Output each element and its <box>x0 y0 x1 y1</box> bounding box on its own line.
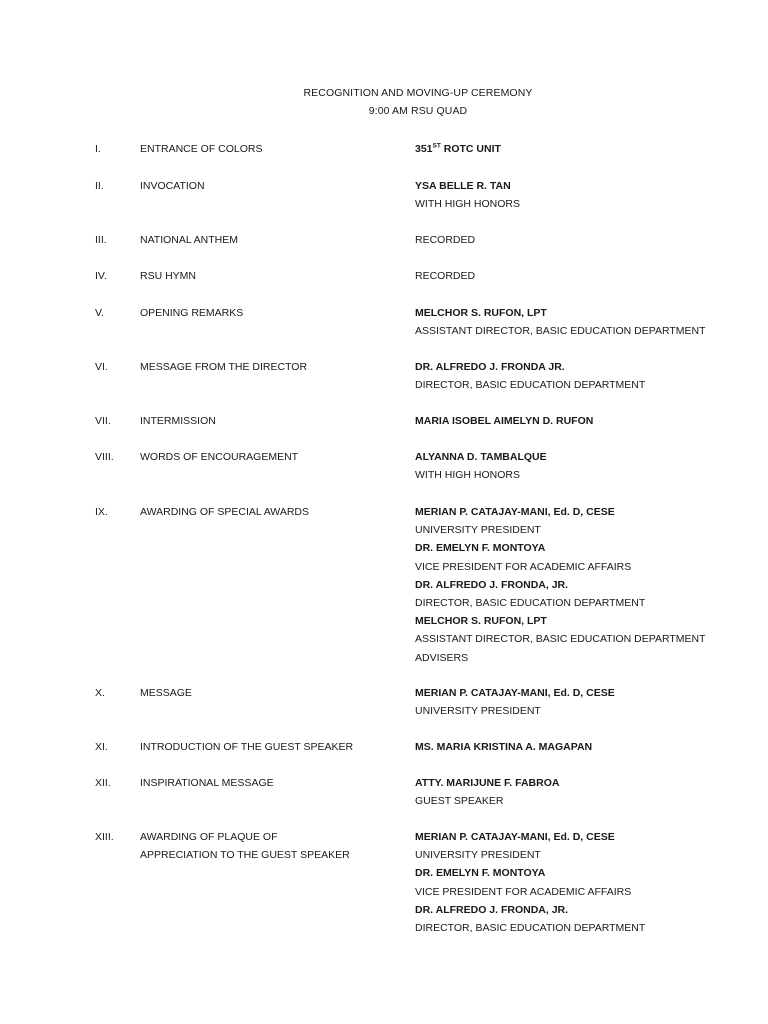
program-item-title-line: NATIONAL ANTHEM <box>140 234 239 246</box>
program-item-title <box>140 774 390 792</box>
person-role: DIRECTOR, BASIC EDUCATION DEPARTMENT <box>415 922 646 935</box>
program-item-number: VIII. <box>95 451 114 463</box>
program-item-title-line: INTRODUCTION OF THE GUEST SPEAKER <box>140 741 354 753</box>
document-title: RECOGNITION AND MOVING-UP CEREMONY <box>303 87 533 99</box>
person-name: MERIAN P. CATAJAY-MANI, Ed. D, CESE <box>415 831 615 843</box>
program-item-title-line: APPRECIATION TO THE GUEST SPEAKER <box>140 849 350 862</box>
person-name: YSA BELLE R. TAN <box>415 180 511 192</box>
program-item-title-line: INTERMISSION <box>140 415 216 427</box>
person-name: DR. EMELYN F. MONTOYA <box>415 542 546 555</box>
person-name: DR. ALFREDO J. FRONDA, JR. <box>415 578 569 591</box>
program-item-number: VI. <box>95 361 108 373</box>
person-role: WITH HIGH HONORS <box>415 469 520 482</box>
program-item-title-line: AWARDING OF SPECIAL AWARDS <box>140 506 309 518</box>
document-header <box>0 84 768 120</box>
person-name <box>415 140 755 158</box>
program-item-title <box>140 177 390 195</box>
person-name: DR. EMELYN F. MONTOYA <box>415 867 546 880</box>
program-item-number: IX. <box>95 506 108 518</box>
program-item-number: III. <box>95 234 107 246</box>
program-item-title-line: INSPIRATIONAL MESSAGE <box>140 777 274 789</box>
program-item-people <box>415 304 755 340</box>
program-item-number: I. <box>95 143 101 155</box>
program-item-people <box>415 358 755 394</box>
program-item-people <box>415 267 755 285</box>
unit-name: ROTC UNIT <box>440 143 501 155</box>
person-name: MARIA ISOBEL AIMELYN D. RUFON <box>415 415 594 427</box>
program-item-number: XII. <box>95 777 111 789</box>
ordinal-suffix: ST <box>432 142 441 150</box>
program-item-people <box>415 140 755 158</box>
program-item-title <box>140 684 390 702</box>
person-role: GUEST SPEAKER <box>415 795 504 808</box>
person-role: UNIVERSITY PRESIDENT <box>415 705 541 718</box>
document-subtitle: 9:00 AM RSU QUAD <box>368 105 468 117</box>
program-item-people <box>415 412 755 430</box>
person-role: UNIVERSITY PRESIDENT <box>415 849 541 862</box>
unit-number: 351 <box>415 143 433 155</box>
program-item-people <box>415 738 755 756</box>
program-item-title-line: ENTRANCE OF COLORS <box>140 143 263 155</box>
person-role: ASSISTANT DIRECTOR, BASIC EDUCATION DEPARTMENT <box>415 633 706 646</box>
program-item-people <box>415 448 755 484</box>
program-item-number: X. <box>95 687 105 699</box>
program-item-title <box>140 448 390 466</box>
person-name: MS. MARIA KRISTINA A. MAGAPAN <box>415 741 593 753</box>
person-role: UNIVERSITY PRESIDENT <box>415 524 541 537</box>
program-item-title-line: AWARDING OF PLAQUE OF <box>140 831 278 843</box>
person-role: DIRECTOR, BASIC EDUCATION DEPARTMENT <box>415 597 646 610</box>
program-item-title-line: RSU HYMN <box>140 270 197 282</box>
program-item-people <box>415 503 755 667</box>
program-item-title-line: OPENING REMARKS <box>140 307 244 319</box>
program-item-people <box>415 774 755 810</box>
program-item-people <box>415 684 755 720</box>
program-item-title <box>140 140 390 158</box>
program-item-number: VII. <box>95 415 111 427</box>
person-name: DR. ALFREDO J. FRONDA JR. <box>415 361 565 373</box>
program-item-number: V. <box>95 307 104 319</box>
program-item-title <box>140 412 390 430</box>
program-item-number: IV. <box>95 270 107 282</box>
program-item-people <box>415 177 755 213</box>
program-item-people <box>415 231 755 249</box>
person-name: MERIAN P. CATAJAY-MANI, Ed. D, CESE <box>415 506 615 518</box>
person-name: ALYANNA D. TAMBALQUE <box>415 451 547 463</box>
person-role: VICE PRESIDENT FOR ACADEMIC AFFAIRS <box>415 560 632 573</box>
program-item-people <box>415 828 755 937</box>
program-item-title-line: MESSAGE <box>140 687 192 699</box>
person-role: ADVISERS <box>415 651 469 664</box>
person-role: WITH HIGH HONORS <box>415 198 520 211</box>
program-item-title-line: INVOCATION <box>140 180 205 192</box>
program-item-title-line: WORDS OF ENCOURAGEMENT <box>140 451 299 463</box>
program-item-title <box>140 738 390 756</box>
person-name: DR. ALFREDO J. FRONDA, JR. <box>415 903 569 916</box>
program-item-number: II. <box>95 180 104 192</box>
person-name: MERIAN P. CATAJAY-MANI, Ed. D, CESE <box>415 687 615 699</box>
program-item-title <box>140 503 390 521</box>
person-role: RECORDED <box>415 234 476 246</box>
program-item-title <box>140 231 390 249</box>
person-role: ASSISTANT DIRECTOR, BASIC EDUCATION DEPARTMENT <box>415 325 706 338</box>
person-name: MELCHOR S. RUFON, LPT <box>415 307 547 319</box>
program-item-title <box>140 267 390 285</box>
person-role: VICE PRESIDENT FOR ACADEMIC AFFAIRS <box>415 885 632 898</box>
person-name: ATTY. MARIJUNE F. FABROA <box>415 777 560 789</box>
person-name: MELCHOR S. RUFON, LPT <box>415 615 547 628</box>
person-role: RECORDED <box>415 270 476 282</box>
program-item-title <box>140 828 390 864</box>
program-item-title <box>140 358 390 376</box>
program-item-number: XI. <box>95 741 108 753</box>
program-item-number: XIII. <box>95 831 114 843</box>
program-item-title-line: MESSAGE FROM THE DIRECTOR <box>140 361 308 373</box>
person-role: DIRECTOR, BASIC EDUCATION DEPARTMENT <box>415 379 646 392</box>
program-item-title <box>140 304 390 322</box>
